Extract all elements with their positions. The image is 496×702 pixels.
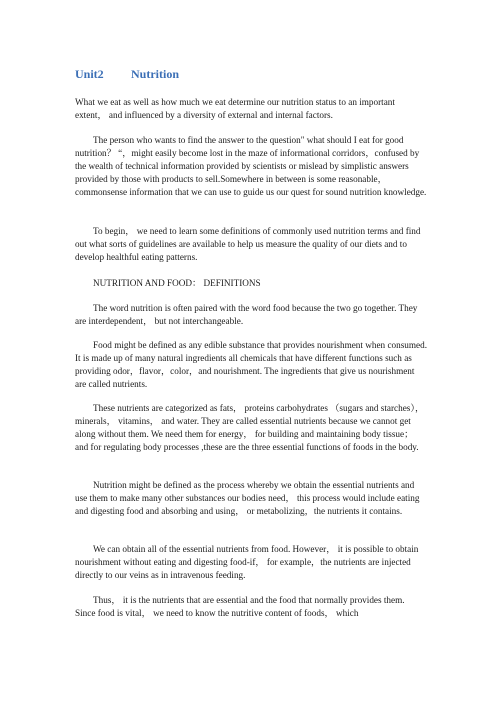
- unit-title: [75, 67, 179, 82]
- paragraph-intro: What we eat as well as how much we eat determine our nutrition status to an important extent， and influenced by a diversity of external and internal factors.: [75, 97, 395, 120]
- paragraph-definitions: To begin， we need to learn some definitions of commonly used nutrition terms and find out what sorts of guidelines are available to help us measure the quality of our diets and to develop healthful eating patterns.: [75, 226, 421, 262]
- section-heading: NUTRITION AND FOOD： DEFINITIONS: [93, 278, 261, 288]
- unit-label: Unit2: [75, 67, 104, 81]
- paragraph-thus: Thus， it is the nutrients that are essential and the food that normally provides them. Since food is vital， we need to know the nutritive content of foods， which: [75, 595, 405, 618]
- unit-name: Nutrition: [131, 67, 179, 81]
- paragraph-food-definition: Food might be defined as any edible substance that provides nourishment when consumed. It is made up of many natural ingredients all chemicals that have different functions such as providing odor，flavor，color，and nourishment. The ingredients that give us nourishment are called nutrients.: [75, 340, 427, 389]
- paragraph-obtain-nutrients: We can obtain all of the essential nutrients from food. However， it is possible to obtain nourishment without eating and digesting food-if， for example，the nutrients are injected directly to our veins as in intravenous feeding.: [75, 544, 419, 580]
- paragraph-nutrition-food: The word nutrition is often paired with the word food because the two go together. They are interdependent， but not interchangeable.: [75, 303, 418, 326]
- paragraph-nutrition-definition: Nutrition might be defined as the process whereby we obtain the essential nutrients and use them to make many other substances our bodies need， this process would include eating and digesting food and absorbing and using， or metabolizing，the nutrients it contains.: [75, 480, 420, 516]
- paragraph-nutrients: These nutrients are categorized as fats， proteins carbohydrates （sugars and starches）， minerals， vitamins， and water. They are called essential nutrients because we cannot get along without them. We need them for energy， for building and maintaining body tissue； and for regulating body processes ,these are the three essential functions of foods in the body.: [75, 403, 425, 452]
- paragraph-question: The person who wants to find the answer to the question" what should I eat for good nutrition？ “，might easily become lost in the maze of informational corridors，confused by the wealth of technical information provided by scientists or mislead by simplistic answers provided by those with products to sell.Somewhere in between is some reasonable， commonsense information that we can use to guide us our quest for sound nutrition knowledge.: [75, 135, 427, 197]
